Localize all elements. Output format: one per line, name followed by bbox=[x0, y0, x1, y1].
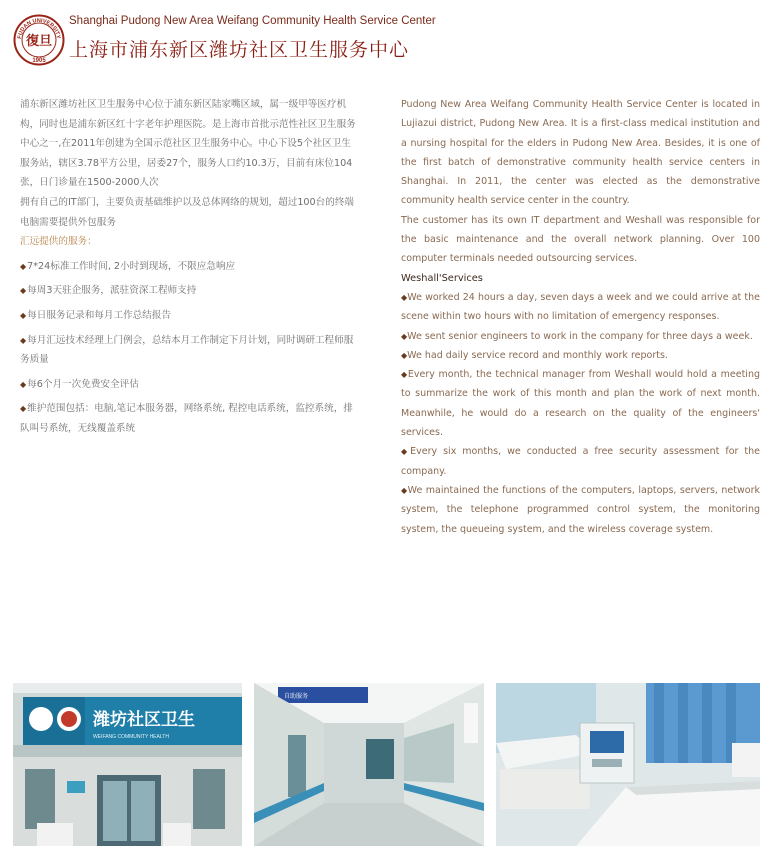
diamond-bullet-icon: ◆ bbox=[20, 310, 27, 320]
photo-sign-cn: 潍坊社区卫生 bbox=[93, 710, 195, 730]
service-item-text: We worked 24 hours a day, seven days a week and we could arrive at the scene within two hours with no limitation of emergency responses. bbox=[401, 291, 760, 323]
cn-services-heading: 汇远提供的服务： bbox=[20, 236, 97, 248]
en-intro-paragraph: Pudong New Area Weifang Community Health Service Center is located in Lujiazui district, Pudong New Area. It is a first-class medical institution and a nursing hospital for the elders in Pudong New Area. Besides, it is one of the first batch of demonstrative community health service centers in Shanghai. In 2011, the center was elected as the demonstrative community health service center in the country. bbox=[401, 99, 760, 207]
service-item bbox=[401, 442, 760, 481]
service-item-text: 每月汇远技术经理上门例会，总结本月工作制定下月计划，同时调研工程师服务质量 bbox=[20, 334, 354, 366]
chinese-column bbox=[20, 95, 356, 439]
service-item bbox=[20, 276, 356, 301]
service-item bbox=[401, 346, 760, 365]
diamond-bullet-icon: ◆ bbox=[20, 379, 27, 389]
photo-sign-en: WEIFANG COMMUNITY HEALTH bbox=[93, 734, 169, 740]
photo-building-entrance bbox=[13, 683, 242, 846]
service-item-text: Every month, the technical manager from Weshall would hold a meeting to summarize the work of this month and plan the work of next month. Meanwhile, he would do a research on the quality of the engineers' services. bbox=[401, 369, 761, 439]
photo-corridor-sign: 自助服务 bbox=[284, 693, 309, 700]
logo-arc-text: FUDAN UNIVERSITY bbox=[16, 17, 62, 40]
service-item-text: 7*24标准工作时间, 2小时到现场，不限应急响应 bbox=[27, 260, 236, 272]
page-title-en: Shanghai Pudong New Area Weifang Community Health Service Center bbox=[69, 15, 436, 27]
service-item-text: 每日服务记录和每月工作总结报告 bbox=[27, 309, 172, 321]
diamond-bullet-icon: ◆ bbox=[401, 350, 408, 360]
diamond-bullet-icon: ◆ bbox=[20, 335, 27, 345]
service-item-text: 每6个月一次免费安全评估 bbox=[27, 378, 139, 390]
logo-year: 1905 bbox=[32, 58, 46, 64]
service-item-text: 每周3天驻企服务，派驻资深工程师支持 bbox=[27, 285, 197, 297]
logo-center-text: 復旦 bbox=[25, 34, 53, 49]
en-services-heading: Weshall'Services bbox=[401, 272, 483, 284]
service-item-text: Every six months, we conducted a free security assessment for the company. bbox=[401, 446, 760, 477]
service-item bbox=[20, 326, 356, 370]
cn-it-paragraph: 拥有自己的IT部门，主要负责基础维护以及总体网络的规划，超过100台的终端电脑需要提供外包服务 bbox=[20, 196, 355, 228]
service-item bbox=[401, 365, 760, 442]
service-item bbox=[401, 288, 760, 327]
diamond-bullet-icon: ◆ bbox=[401, 331, 408, 341]
page-title-cn: 上海市浦东新区潍坊社区卫生服务中心 bbox=[69, 39, 410, 61]
cn-intro-paragraph: 浦东新区潍坊社区卫生服务中心位于浦东新区陆家嘴区域，属一级甲等医疗机构，同时也是浦东新区红十字老年护理医院。是上海市首批示范性社区卫生服务中心之一,在2011年创建为全国示范社区卫生服务中心。中心下设5个社区卫生服务站，辖区3.78平方公里，居委27个，服务人口约10.3万，目前有床位104张，日门诊量在1500-2000人次 bbox=[20, 99, 356, 189]
service-item bbox=[20, 252, 356, 277]
cn-services-list bbox=[20, 252, 356, 439]
service-item bbox=[20, 394, 356, 438]
diamond-bullet-icon: ◆ bbox=[20, 286, 27, 296]
diamond-bullet-icon: ◆ bbox=[401, 292, 408, 302]
service-item-text: We maintained the functions of the computers, laptops, servers, network system, the telephone programmed control system, the monitoring system, the queueing system, and the wireless coverage system. bbox=[401, 484, 760, 535]
fudan-university-logo bbox=[13, 14, 65, 66]
diamond-bullet-icon: ◆ bbox=[20, 404, 27, 414]
en-services-list bbox=[401, 288, 760, 539]
english-column bbox=[401, 95, 760, 539]
service-item-text: We had daily service record and monthly work reports. bbox=[407, 349, 668, 361]
en-it-paragraph: The customer has its own IT department and Weshall was responsible for the basic maintenance and the overall network planning. Over 100 computer terminals needed outsourcing services. bbox=[401, 214, 760, 265]
service-item bbox=[401, 327, 760, 346]
service-item-text: We sent senior engineers to work in the company for three days a week. bbox=[407, 330, 753, 342]
photo-hospital-corridor bbox=[254, 683, 484, 846]
service-item bbox=[20, 370, 356, 395]
diamond-bullet-icon: ◆ bbox=[401, 370, 408, 380]
service-item bbox=[20, 301, 356, 326]
diamond-bullet-icon: ◆ bbox=[401, 485, 408, 495]
diamond-bullet-icon: ◆ bbox=[20, 261, 27, 271]
diamond-bullet-icon: ◆ bbox=[401, 447, 411, 457]
service-item bbox=[401, 481, 760, 539]
service-item-text: 维护范围包括：电脑,笔记本服务器，网络系统, 程控电话系统，监控系统，排队叫号系统，无线覆盖系统 bbox=[20, 403, 353, 434]
photo-treatment-room bbox=[496, 683, 760, 846]
